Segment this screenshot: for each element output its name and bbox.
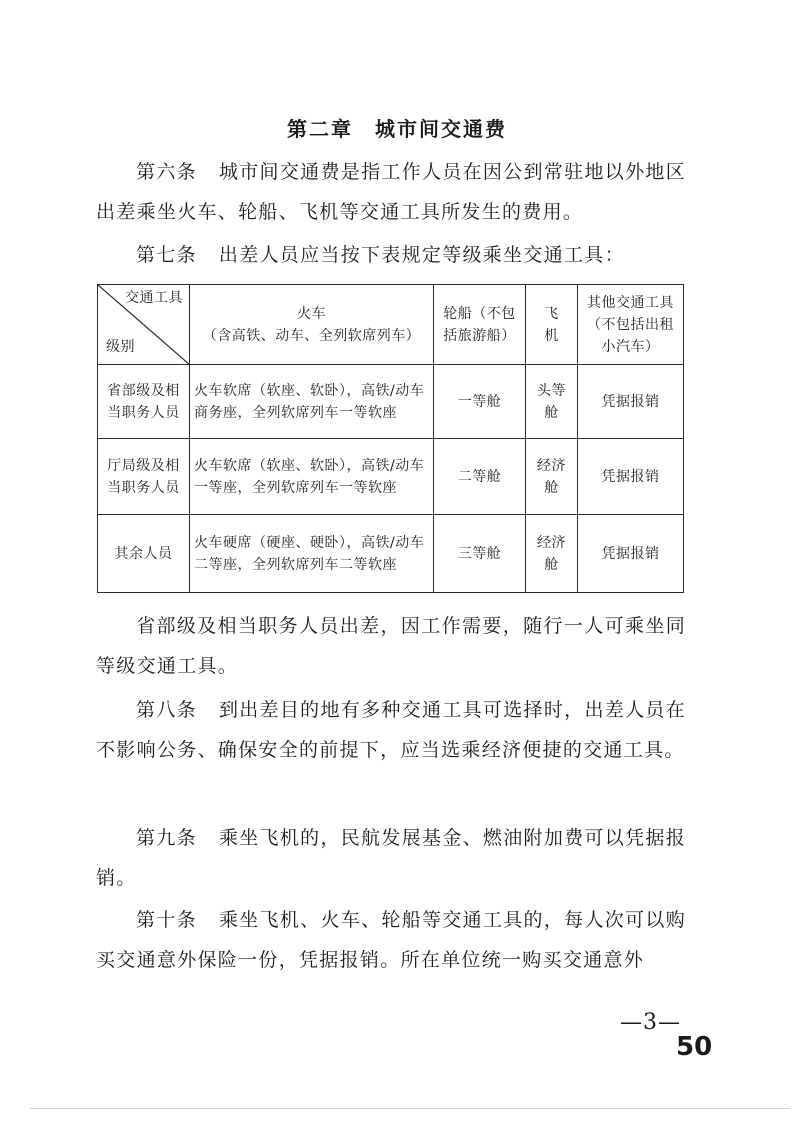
article-10	[96, 900, 686, 980]
table-row	[98, 439, 684, 515]
note-after-table	[96, 606, 686, 686]
corner-cell	[98, 285, 190, 365]
header-ship: 轮船（不包括旅游船）	[434, 285, 526, 365]
row-plane: 头等舱	[526, 365, 578, 439]
scan-edge-line	[30, 1108, 790, 1109]
article-7-label: 第七条	[136, 244, 197, 266]
header-plane: 飞 机	[526, 285, 578, 365]
article-7	[96, 235, 686, 275]
article-7-text: 出差人员应当按下表规定等级乘坐交通工具：	[218, 244, 625, 266]
article-10-text: 乘坐飞机、火车、轮船等交通工具的，每人次可以购买交通意外保险一份，凭据报销。所在单位统一购买交通意外	[96, 909, 686, 971]
table-row	[98, 515, 684, 593]
article-9	[96, 818, 686, 898]
row-train: 火车硬席（硬座、硬卧），高铁/动车二等座，全列软席列车二等软座	[190, 515, 434, 593]
row-train: 火车软席（软座、软卧），高铁/动车一等座，全列软席列车一等软座	[190, 439, 434, 515]
row-other: 凭据报销	[578, 365, 684, 439]
article-8-text: 到出差目的地有多种交通工具可选择时，出差人员在不影响公务、确保安全的前提下，应当选乘经济便捷的交通工具。	[96, 699, 686, 761]
row-level: 其余人员	[98, 515, 190, 593]
corner-bottom-label: 级别	[106, 339, 135, 355]
stamped-page-number: 50	[676, 1032, 713, 1062]
header-train: 火车 （含高铁、动车、全列软席列车）	[190, 285, 434, 365]
article-10-label: 第十条	[136, 909, 197, 931]
row-ship: 一等舱	[434, 365, 526, 439]
table-header-row	[98, 285, 684, 365]
row-level: 省部级及相当职务人员	[98, 365, 190, 439]
row-other: 凭据报销	[578, 515, 684, 593]
article-8	[96, 690, 686, 770]
transport-class-table	[97, 284, 684, 593]
page-number: —3—	[620, 1010, 681, 1035]
article-6-text: 城市间交通费是指工作人员在因公到常驻地以外地区出差乘坐火车、轮船、飞机等交通工具所发生的费用。	[96, 161, 686, 223]
row-ship: 三等舱	[434, 515, 526, 593]
article-9-label: 第九条	[136, 827, 197, 849]
header-other: 其他交通工具（不包括出租小汽车）	[578, 285, 684, 365]
row-ship: 二等舱	[434, 439, 526, 515]
row-train: 火车软席（软座、软卧），高铁/动车商务座，全列软席列车一等软座	[190, 365, 434, 439]
note-text: 省部级及相当职务人员出差，因工作需要，随行一人可乘坐同等级交通工具。	[96, 615, 686, 677]
chapter-title: 第二章 城市间交通费	[287, 117, 507, 141]
row-plane: 经济舱	[526, 439, 578, 515]
table-row	[98, 365, 684, 439]
row-level: 厅局级及相当职务人员	[98, 439, 190, 515]
article-9-text: 乘坐飞机的，民航发展基金、燃油附加费可以凭据报销。	[96, 827, 686, 889]
row-plane: 经济舱	[526, 515, 578, 593]
corner-top-label: 交通工具	[125, 290, 183, 306]
article-8-label: 第八条	[136, 699, 197, 721]
article-6-label: 第六条	[136, 161, 197, 183]
article-6	[96, 152, 686, 232]
row-other: 凭据报销	[578, 439, 684, 515]
